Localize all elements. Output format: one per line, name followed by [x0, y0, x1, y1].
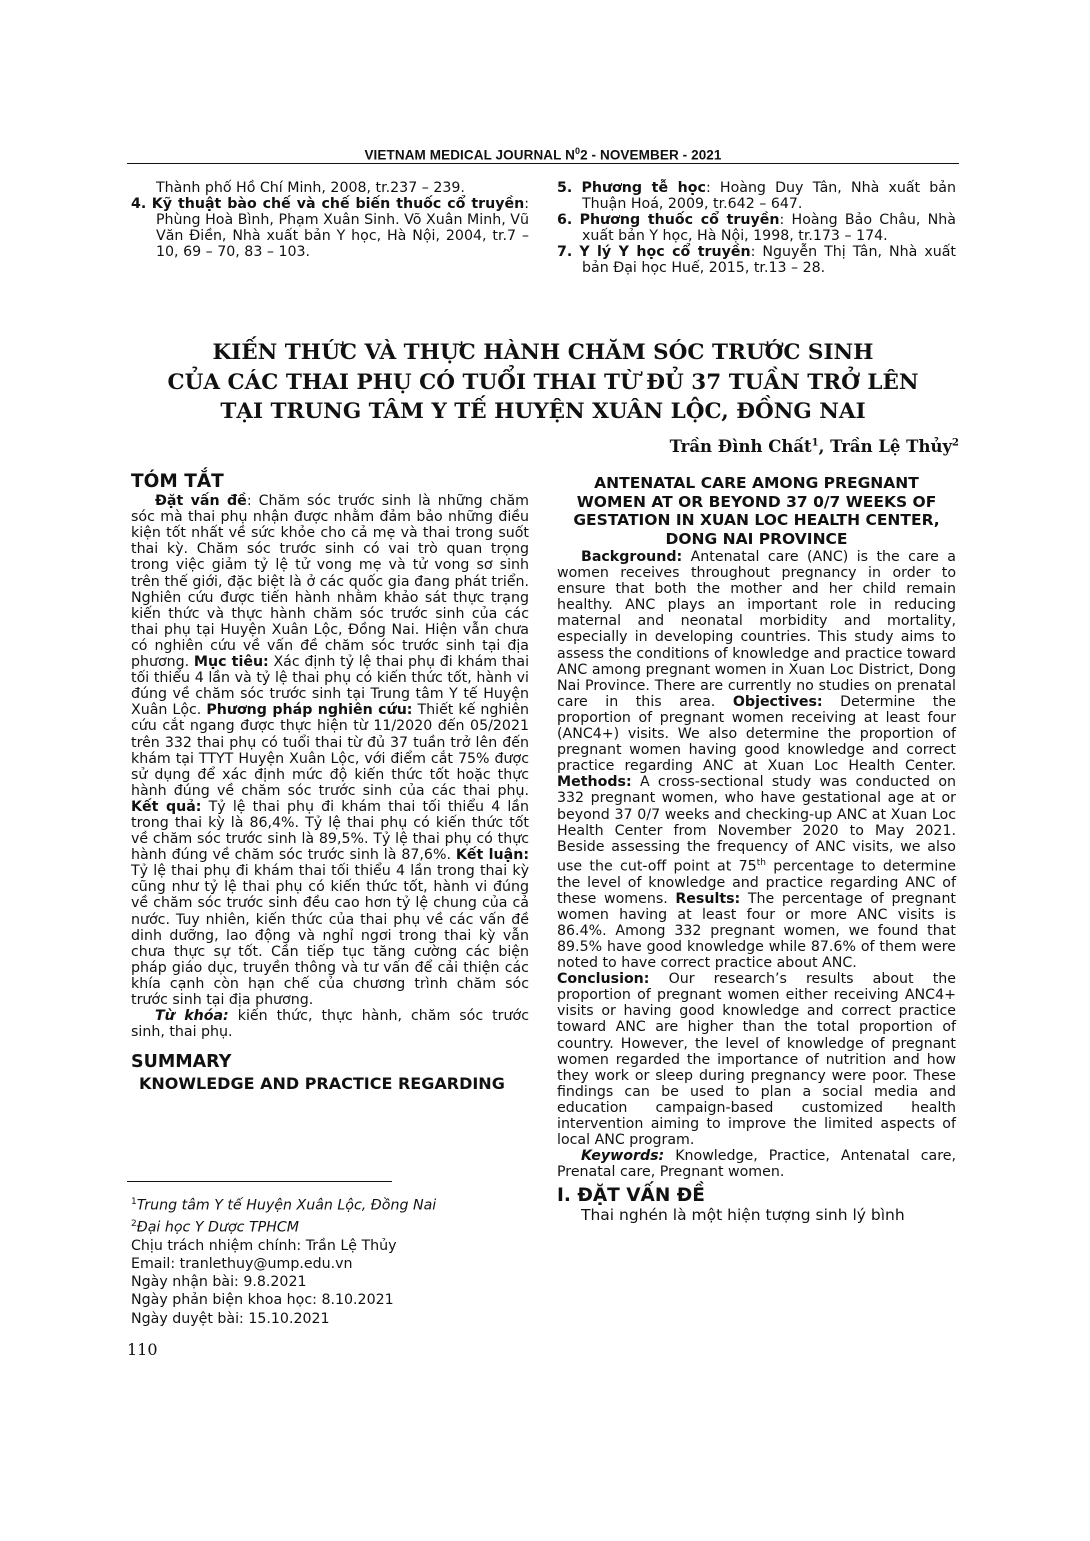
section-heading: I. ĐẶT VẤN ĐỀ [557, 1185, 705, 1207]
authors: Trần Đình Chất$^1$, Trần Lệ Thủy$^2$ [669, 437, 959, 456]
summary-heading: SUMMARY [131, 1052, 232, 1073]
abstract-paragraph: Đặt vấn đề: Chăm sóc trước sinh là những chăm sóc mà thai phụ nhận được nhằm đảm bảo những điều kiện tốt nhất về sức khỏe cho cả mẹ và thai trong suốt thai kỳ. Chăm sóc trước sinh có vai trò quan trọng trong việc giảm tỷ lệ tử vong mẹ và tử vong sơ sinh trên thế giới, đặc biệt là ở các quốc gia đang phát triển. Nghiên cứu được tiến hành nhằm khảo sát thực trạng kiến thức và thực hành chăm sóc trước sinh của các thai phụ tại Huyện Xuân Lộc, Đồng Nai. Hiện vẫn chưa có nghiên cứu về vấn đề chăm sóc trước sinh tại địa phương. Mục tiêu: Xác định tỷ lệ thai phụ đi khám thai tối thiểu 4 lần và tỷ lệ thai phụ có kiến thức tốt, hành vi đúng về chăm sóc trước sinh tại Trung tâm Y tế Huyện Xuân Lộc. Phương pháp nghiên cứu: Thiết kế nghiên cứu cắt ngang được thực hiện từ 11/2020 đến 05/2021 trên 332 thai phụ có tuổi thai từ đủ 37 tuần trở lên đến khám tại TTYT Huyện Xuân Lộc, với điểm cắt 75% được sử dụng để xác định mức độ kiến thức tốt hoặc thực hành đúng về chăm sóc trước sinh của các thai phụ. Kết quả: Tỷ lệ thai phụ đi khám thai tối thiểu 4 lần trong thai kỳ là 86,4%. Tỷ lệ thai phụ có kiến thức tốt về chăm sóc trước sinh là 89,5%. Tỷ lệ thai phụ có thực hành đúng về chăm sóc trước sinh là 87,6%. Kết luận: Tỷ lệ thai phụ đi khám thai tối thiểu 4 lần trong thai kỳ cũng như tỷ lệ thai phụ có kiến thức tốt, hành vi đúng về chăm sóc trước sinh đều cao hơn tỷ lệ chung của cả nước. Tuy nhiên, kiến thức của thai phụ về các vấn đề dinh dưỡng, lao động và nghỉ ngơi trong thai kỳ vẫn chưa thực sự tốt. Cần tiếp tục tăng cường các biện pháp giáo dục, truyền thông và tư vấn để cải thiện các khía cạnh còn hạn chế của chương trình chăm sóc trước sinh tại địa phương. [131, 493, 530, 1008]
footnote-divider [127, 1181, 392, 1182]
abstract-heading: TÓM TẮT [131, 471, 224, 492]
reference-item: 4. Kỹ thuật bào chế và chế biến thuốc cổ truyền: Phùng Hoà Bình, Phạm Xuân Sinh. Võ Xuân Minh, Vũ Văn Điền, Nhà xuất bản Y học, Hà Nội, 2004, tr.7 – 10, 69 – 70, 83 – 103. [131, 196, 529, 261]
title-line: TẠI TRUNG TÂM Y TẾ HUYỆN XUÂN LỘC, ĐỒNG NAI [220, 399, 866, 424]
references-left [131, 180, 529, 260]
date-reviewed: Ngày phản biện khoa học: 8.10.2021 [131, 1292, 394, 1309]
title-line: CỦA CÁC THAI PHỤ CÓ TUỔI THAI TỪ ĐỦ 37 TUẦN TRỞ LÊN [167, 369, 919, 395]
reference-item: 5. Phương tễ học: Hoàng Duy Tân, Nhà xuất bản Thuận Hoá, 2009, tr.642 – 647. [557, 180, 956, 213]
header-divider [127, 163, 959, 164]
keywords: Từ khóa: kiến thức, thực hành, chăm sóc trước sinh, thai phụ. [131, 1008, 529, 1041]
date-received: Ngày nhận bài: 9.8.2021 [131, 1274, 307, 1291]
paper-title [127, 338, 959, 427]
title-line: KIẾN THỨC VÀ THỰC HÀNH CHĂM SÓC TRƯỚC SINH [212, 340, 874, 365]
abstract-english [557, 474, 956, 1224]
corresponding-author: Chịu trách nhiệm chính: Trần Lệ Thủy [131, 1237, 397, 1254]
keywords: Keywords: Knowledge, Practice, Antenatal care, Prenatal care, Pregnant women. [557, 1148, 956, 1181]
references-right [557, 180, 956, 277]
date-accepted: Ngày duyệt bài: 15.10.2021 [131, 1310, 330, 1327]
journal-header: VIETNAM MEDICAL JOURNAL $N^02$ - NOVEMBER - 2021 [364, 146, 722, 163]
reference-item: Thành phố Hồ Chí Minh, 2008, tr.237 – 239. [156, 180, 465, 196]
footnotes [131, 1193, 521, 1328]
reference-item: 7. Y lý Y học cổ truyền: Nguyễn Thị Tân, Nhà xuất bản Đại học Huế, 2015, tr.13 – 28. [557, 244, 956, 277]
english-title: ANTENATAL CARE AMONG PREGNANT WOMEN AT OR BEYOND 37 0/7 WEEKS OF GESTATION IN XUAN LOC HEALTH CENTER, DONG NAI PROVINCE [573, 474, 940, 548]
section-paragraph: Thai nghén là một hiện tượng sinh lý bình [581, 1206, 905, 1225]
affiliation-2: $^2$Đại học Y Dược TPHCM [131, 1218, 299, 1236]
summary-subtitle: KNOWLEDGE AND PRACTICE REGARDING [139, 1074, 505, 1094]
abstract-paragraph: Background: Antenatal care (ANC) is the care a women receives throughout pregnancy in order to ensure that both the mother and her child remain healthy. ANC plays an important role in reducing maternal and neonatal morbidity and mortality, especially in developing countries. This study aims to assess the conditions of knowledge and practice toward ANC among pregnant women in Xuan Loc District, Dong Nai Province. There are currently no studies on prenatal care in this area. Objectives: Determine the proportion of pregnant women receiving at least four (ANC4+) visits. We also determine the proportion of pregnant women having good knowledge and correct practice regarding ANC at Xuan Loc Health Center. Methods: A cross-sectional study was conducted on 332 pregnant women, who have gestational age at or beyond 37 0/7 weeks and checking-up ANC at Xuan Loc Health Center from November 2020 to May 2021. Beside assessing the frequency of ANC visits, we also use the cut-off point at 75th percentage to determine the level of knowledge and practice regarding ANC of these womens. Results: The percentage of pregnant women having at least four or more ANC visits is 86.4%. Among 332 pregnant women, we found that 89.5% have good knowledge while 87.6% of them were noted to have correct practice about ANC. Conclusion: Our research’s results about the proportion of pregnant women either receiving ANC4+ visits or having good knowledge and correct practice toward ANC are higher than the total proportion of country. However, the level of knowledge of pregnant women regarded the importance of nutrition and how they work or sleep during pregnancy were poor. These findings can be used to plan a social media and education campaign-based customized health intervention aiming to improve the limited aspects of local ANC program. [557, 549, 956, 1149]
affiliation-1: $^1$Trung tâm Y tế Huyện Xuân Lộc, Đồng Nai [131, 1197, 437, 1214]
abstract-vietnamese [131, 471, 530, 1095]
page-number: 110 [127, 1340, 158, 1359]
reference-item: 6. Phương thuốc cổ truyền: Hoàng Bảo Châu, Nhà xuất bản Y học, Hà Nội, 1998, tr.173 – 174. [557, 212, 956, 245]
author-email: Email: tranlethuy@ump.edu.vn [131, 1256, 353, 1273]
